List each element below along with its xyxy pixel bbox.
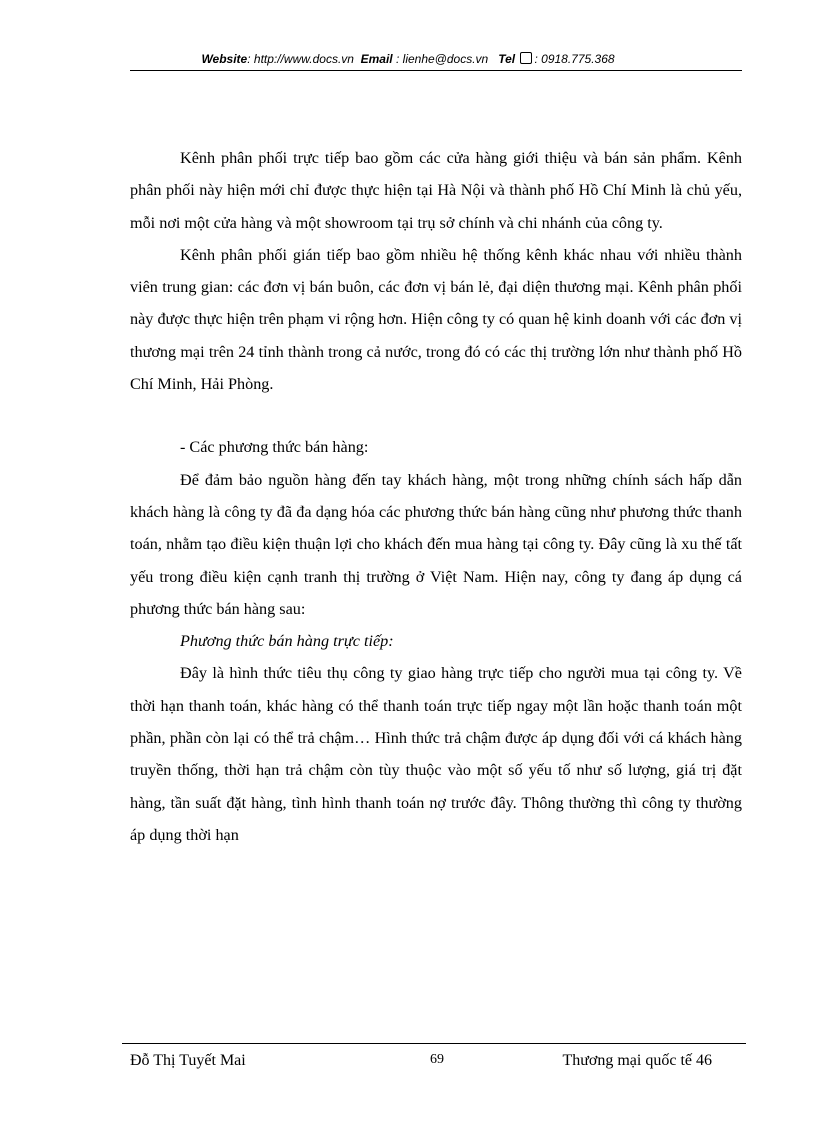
page-header xyxy=(0,51,816,66)
website-value: : http://www.docs.vn xyxy=(247,52,354,66)
document-body xyxy=(130,142,742,851)
tel-value: : 0918.775.368 xyxy=(534,52,615,66)
paragraph-direct-channel: Kênh phân phối trực tiếp bao gồm các cửa hàng giới thiệu và bán sản phẩm. Kênh phân phối này hiện mới chỉ được thực hiện tại Hà Nội và thành phố Hồ Chí Minh là chủ yếu, mỗi nơi một cửa hàng và một showroom tại trụ sở chính và chi nhánh của công ty. xyxy=(130,149,742,232)
phone-icon xyxy=(520,52,532,64)
footer-author: Đỗ Thị Tuyết Mai xyxy=(130,1052,246,1069)
header-divider xyxy=(130,70,742,71)
paragraph-direct-sales: Đây là hình thức tiêu thụ công ty giao hàng trực tiếp cho người mua tại công ty. Về thời hạn thanh toán, khác hàng có thể thanh toán trực tiếp ngay một lần hoặc thanh toán một phần, phần còn lại có thể trả chậm… Hình thức trả chậm được áp dụng đối với cá khách hàng truyền thống, thời hạn trả chậm còn tùy thuộc vào một số yếu tố như số lượng, giá trị đặt hàng, tần suất đặt hàng, tình hình thanh toán nợ trước đây. Thông thường thì công ty thường áp dụng thời hạn xyxy=(130,664,742,844)
page-number: 69 xyxy=(430,1052,444,1067)
tel-label: Tel xyxy=(498,52,516,66)
website-label: Website xyxy=(201,52,248,66)
email-value: : lienhe@docs.vn xyxy=(395,52,489,66)
subheading-direct-sales: Phương thức bán hàng trực tiếp: xyxy=(180,632,394,651)
footer-divider xyxy=(122,1043,746,1044)
section-heading-sales-methods: - Các phương thức bán hàng: xyxy=(180,438,369,457)
email-label: Email xyxy=(360,52,393,66)
page-footer xyxy=(130,1052,742,1074)
paragraph-sales-methods: Để đảm bảo nguồn hàng đến tay khách hàng, một trong những chính sách hấp dẫn khách hàng là công ty đã đa dạng hóa các phương thức bán hàng cũng như phương thức thanh toán, nhằm tạo điều kiện thuận lợi cho khách đến mua hàng tại công ty. Đây cũng là xu thế tất yếu trong điều kiện cạnh tranh thị trường ở Việt Nam. Hiện nay, công ty đang áp dụng cá phương thức bán hàng sau: xyxy=(130,470,742,618)
footer-course: Thương mại quốc tế 46 xyxy=(562,1052,712,1069)
paragraph-indirect-channel: Kênh phân phối gián tiếp bao gồm nhiều hệ thống kênh khác nhau với nhiều thành viên trung gian: các đơn vị bán buôn, các đơn vị bán lẻ, đại diện thương mại. Kênh phân phối này được thực hiện trên phạm vi rộng hơn. Hiện công ty có quan hệ kinh doanh với các đơn vị thương mại trên 24 tỉnh thành trong cả nước, trong đó có các thị trường lớn như thành phố Hồ Chí Minh, Hải Phòng. xyxy=(130,245,742,394)
